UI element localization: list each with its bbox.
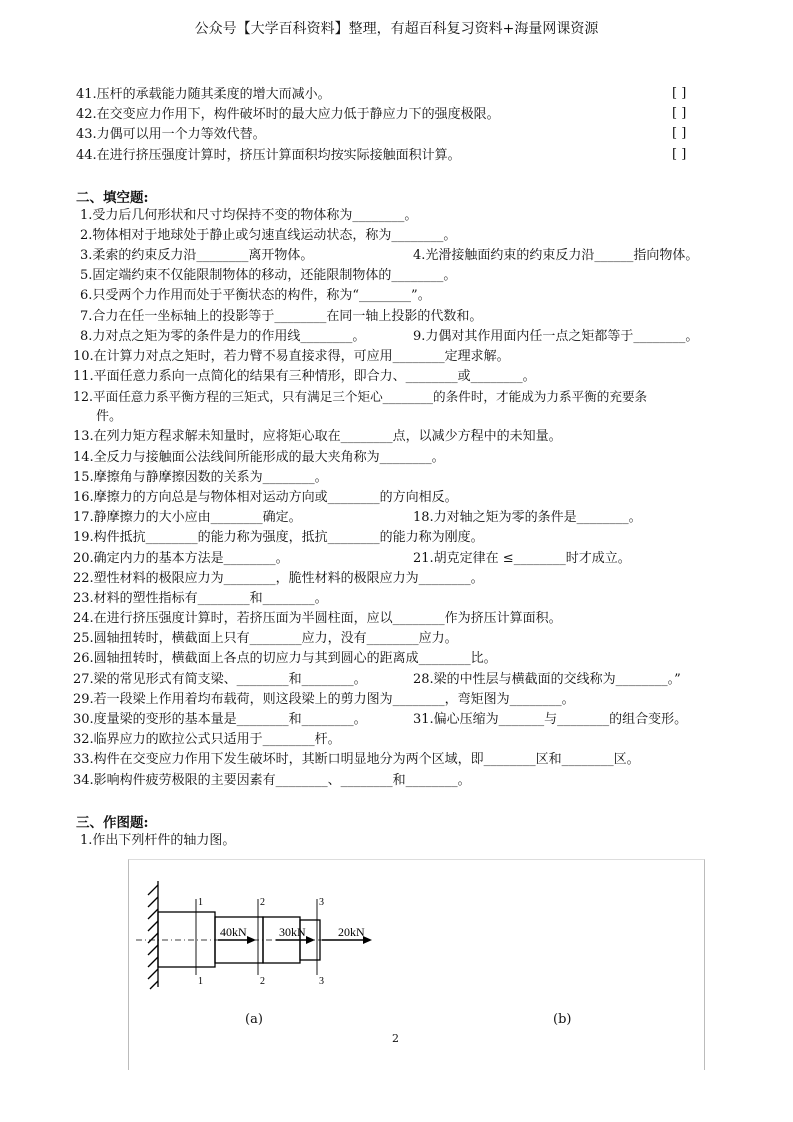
page-number: 2 — [392, 1032, 399, 1045]
draw-item: 1.作出下列杆件的轴力图。 — [80, 833, 236, 848]
fill-item: 24.在进行挤压强度计算时，若挤压面为半圆柱面，应以________作为挤压计算面积。 — [73, 611, 562, 626]
fill-item: 28.梁的中性层与横截面的交线称为________。” — [413, 672, 681, 687]
judgment-item: 42.在交变应力作用下，构件破坏时的最大应力低于静应力下的强度极限。 — [76, 107, 500, 122]
section-mark: 3 — [319, 897, 324, 908]
fill-item: 2.物体相对于地球处于静止或匀速直线运动状态，称为________。 — [80, 228, 457, 243]
fill-item: 27.梁的常见形式有简支梁、________和________。 — [73, 672, 367, 687]
fill-item: 26.圆轴扭转时，横截面上各点的切应力与其到圆心的距离成________比。 — [73, 651, 497, 666]
section-title-fill: 二、填空题: — [76, 190, 149, 206]
fill-item: 6.只受两个力作用而处于平衡状态的构件，称为“________”。 — [80, 288, 431, 303]
fill-item: 5.固定端约束不仅能限制物体的移动，还能限制物体的________。 — [80, 268, 457, 283]
fill-item: 12.平面任意力系平衡方程的三矩式，只有满足三个矩心________的条件时，才能成为力系平衡的充要条 — [73, 389, 648, 404]
fill-item: 25.圆轴扭转时，横截面上只有________应力，没有________应力。 — [73, 631, 458, 646]
fill-item: 29.若一段梁上作用着均布载荷，则这段梁上的剪力图为________，弯矩图为________。 — [73, 692, 575, 707]
fill-item: 3.柔索的约束反力沿________离开物体。 — [80, 248, 314, 263]
section-mark: 1 — [198, 976, 203, 987]
answer-bracket[interactable]: [ ] — [672, 106, 687, 121]
section-mark: 2 — [260, 897, 265, 908]
fill-item: 17.静摩擦力的大小应由________确定。 — [73, 510, 302, 525]
section-mark: 2 — [260, 976, 265, 987]
fill-item: 15.摩擦角与静摩擦因数的关系为________。 — [73, 470, 328, 485]
fill-item: 10.在计算力对点之矩时，若力臂不易直接求得，可应用________定理求解。 — [73, 349, 510, 364]
fill-item: 32.临界应力的欧拉公式只适用于________杆。 — [73, 732, 341, 747]
fill-item: 7.合力在任一坐标轴上的投影等于________在同一轴上投影的代数和。 — [80, 309, 483, 324]
page-header: 公众号【大学百科资料】整理，有超百科复习资料+海量网课资源 — [194, 21, 599, 37]
judgment-item: 44.在进行挤压强度计算时，挤压计算面积均按实际接触面积计算。 — [76, 148, 461, 163]
fill-item: 14.全反力与接触面公法线间所能形成的最大夹角称为________。 — [73, 450, 445, 465]
fill-item: 22.塑性材料的极限应力为________，脆性材料的极限应力为________。 — [73, 571, 484, 586]
bar-segment-1 — [158, 912, 215, 967]
judgment-item: 41.压杆的承载能力随其柔度的增大而减小。 — [76, 87, 331, 102]
fill-item: 19.构件抵抗________的能力称为强度，抵抗________的能力称为刚度。 — [73, 530, 484, 545]
answer-bracket[interactable]: [ ] — [672, 147, 687, 162]
fill-item: 11.平面任意力系向一点简化的结果有三种情形，即合力、________或________。 — [73, 369, 536, 384]
fill-item: 13.在列力矩方程求解未知量时，应将矩心取在________点，以减少方程中的未知量。 — [73, 429, 562, 444]
fill-item: 30.度量梁的变形的基本量是________和________。 — [73, 712, 367, 727]
figure-label-b: (b) — [553, 1012, 572, 1027]
answer-bracket[interactable]: [ ] — [672, 126, 687, 141]
force-label: 20kN — [338, 925, 365, 939]
fill-item: 23.材料的塑性指标有________和________。 — [73, 591, 328, 606]
answer-bracket[interactable]: [ ] — [672, 86, 687, 101]
wall-hatching — [148, 885, 158, 989]
fill-item: 4.光滑接触面约束的约束反力沿______指向物体。 — [413, 248, 699, 263]
fill-item: 8.力对点之矩为零的条件是力的作用线________。 — [80, 329, 366, 344]
axial-bar-diagram — [136, 875, 378, 1000]
fill-item: 16.摩擦力的方向总是与物体相对运动方向或________的方向相反。 — [73, 490, 458, 505]
force-label: 30kN — [279, 925, 306, 939]
fill-item: 34.影响构件疲劳极限的主要因素有________、________和________。 — [73, 773, 471, 788]
force-label: 40kN — [220, 925, 247, 939]
fill-item: 9.力偶对其作用面内任一点之矩都等于________。 — [413, 329, 699, 344]
arrowhead-icon — [306, 936, 315, 944]
arrowhead-icon — [247, 936, 256, 944]
fill-item: 33.构件在交变应力作用下发生破坏时，其断口明显地分为两个区域，即________区和________区。 — [73, 752, 640, 767]
section-mark: 3 — [319, 976, 324, 987]
section-mark: 1 — [198, 897, 203, 908]
judgment-item: 43.力偶可以用一个力等效代替。 — [76, 127, 266, 142]
fill-item: 21.胡克定律在 ≤________时才成立。 — [413, 551, 631, 566]
fill-item: 18.力对轴之矩为零的条件是________。 — [413, 510, 642, 525]
fill-item: 31.偏心压缩为_______与________的组合变形。 — [413, 712, 688, 727]
fill-item: 件。 — [96, 409, 123, 424]
section-title-draw: 三、作图题: — [76, 815, 149, 831]
fill-item: 20.确定内力的基本方法是________。 — [73, 551, 289, 566]
figure-label-a: (a) — [245, 1012, 263, 1027]
fill-item: 1.受力后几何形状和尺寸均保持不变的物体称为________。 — [80, 208, 418, 223]
